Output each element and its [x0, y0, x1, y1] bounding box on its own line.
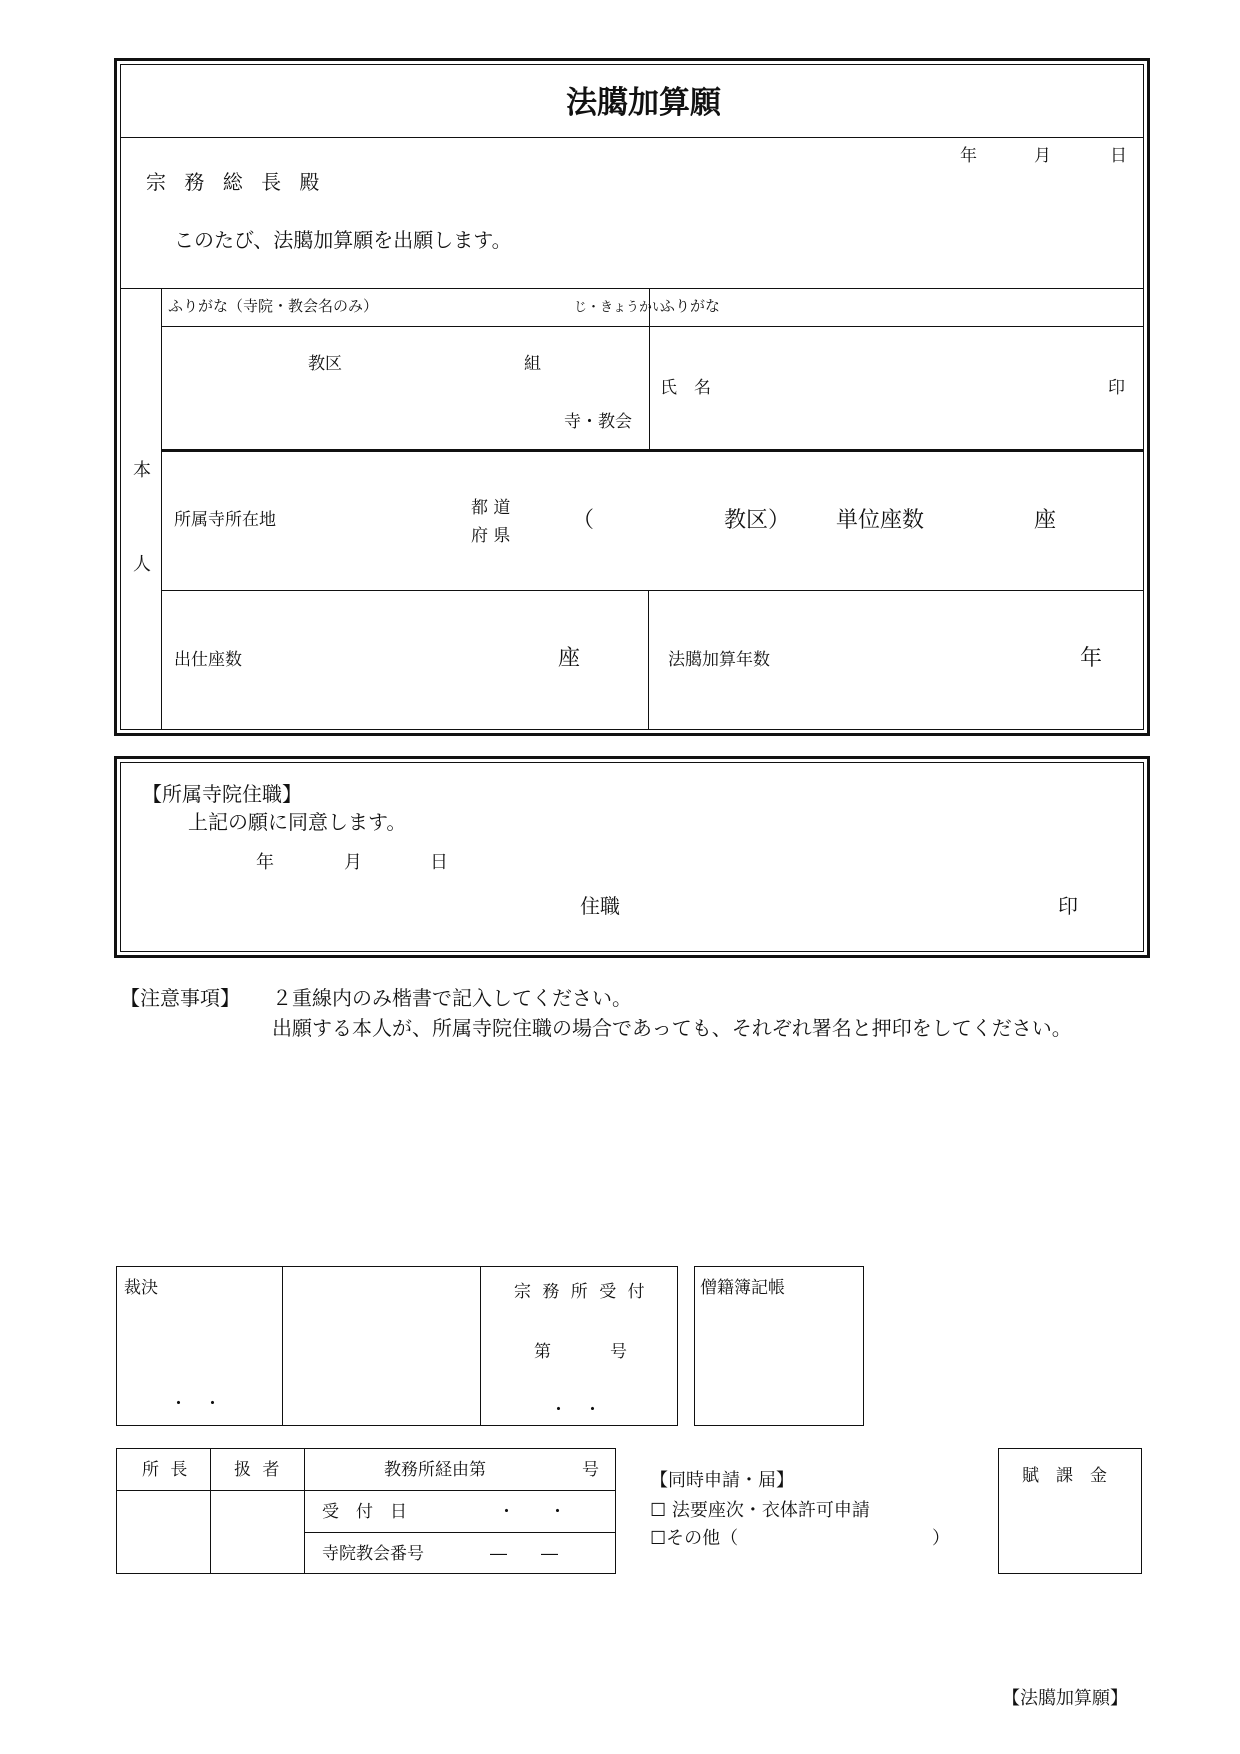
prefecture-label-1: 都 道: [471, 498, 511, 518]
furigana-temple-hint: じ・きょうかい: [574, 300, 666, 315]
footer-form-name: 【法臈加算願】: [1002, 1688, 1128, 1709]
header-date-day: 日: [1110, 146, 1127, 166]
reception-label: 宗 務 所 受 付: [514, 1282, 648, 1302]
applicant-side-label-2: 人: [133, 554, 151, 575]
via-office-go: 号: [582, 1460, 599, 1480]
main-form-inner-border: [120, 64, 1144, 730]
notes-label: 【注意事項】: [120, 986, 240, 1010]
option-other-close: ）: [932, 1528, 950, 1549]
option-ceremony-permission: ☐ 法要座次・衣体許可申請: [650, 1500, 870, 1521]
unit-seat-unit: 座: [1034, 508, 1057, 533]
applicant-seal: 印: [1108, 378, 1125, 398]
district-close-label: 教区）: [724, 508, 791, 533]
temple-number-label: 寺院教会番号: [322, 1544, 424, 1564]
paren-open: （: [572, 508, 595, 533]
reception-number-dai: 第: [534, 1342, 551, 1362]
notes-line-2: 出願する本人が、所属寺院住職の場合であっても、それぞれ署名と押印をしてください。: [272, 1016, 1072, 1040]
simultaneous-heading: 【同時申請・届】: [650, 1470, 794, 1491]
service-seats-label: 出仕座数: [174, 650, 242, 670]
consent-heading: 【所属寺院住職】: [142, 782, 302, 806]
temple-number-dashes: ― ―: [490, 1544, 558, 1564]
furigana-name-label: ふりがな: [660, 297, 721, 315]
service-seat-unit: 座: [558, 646, 581, 671]
reception-date-dots: ・ ・: [550, 1400, 601, 1420]
decision-label: 裁決: [124, 1278, 158, 1298]
levy-label: 賦 課 金: [1022, 1466, 1107, 1486]
chief-priest-seal: 印: [1058, 894, 1078, 918]
consent-day: 日: [430, 852, 448, 873]
received-date-label: 受 付 日: [322, 1502, 407, 1522]
reception-number-go: 号: [610, 1342, 627, 1362]
district-label: 教区: [308, 354, 342, 374]
chief-priest-label: 住職: [580, 894, 620, 918]
unit-seats-label: 単位座数: [836, 508, 925, 533]
handler-label: 扱 者: [234, 1460, 283, 1480]
form-title: 法臈加算願: [566, 85, 721, 121]
furigana-temple-label: ふりがな（寺院・教会名のみ）: [168, 297, 379, 315]
header-date-year: 年: [960, 146, 977, 166]
added-years-unit: 年: [1080, 646, 1103, 671]
header-date-month: 月: [1034, 146, 1051, 166]
decision-date-dots: ・ ・: [170, 1394, 221, 1414]
prefecture-label-2: 府 県: [471, 526, 511, 546]
group-label: 組: [524, 354, 541, 374]
added-years-label: 法臈加算年数: [668, 650, 770, 670]
consent-text: 上記の願に同意します。: [188, 810, 407, 834]
consent-year: 年: [256, 852, 274, 873]
received-date-dots: ・ ・: [498, 1502, 566, 1522]
via-office-label: 教務所経由第: [384, 1460, 486, 1480]
temple-church-label: 寺・教会: [564, 412, 632, 432]
temple-location-label: 所属寺所在地: [174, 510, 276, 530]
registry-label: 僧籍簿記帳: [700, 1278, 785, 1298]
applicant-name-label: 氏 名: [660, 378, 711, 398]
option-other: ☐その他（: [650, 1528, 739, 1549]
director-label: 所 長: [142, 1460, 191, 1480]
addressee: 宗 務 総 長 殿: [146, 170, 326, 194]
application-statement: このたび、法臈加算願を出願します。: [174, 228, 512, 252]
applicant-side-label-1: 本: [133, 460, 151, 481]
consent-month: 月: [344, 852, 362, 873]
notes-line-1: ２重線内のみ楷書で記入してください。: [272, 986, 632, 1010]
